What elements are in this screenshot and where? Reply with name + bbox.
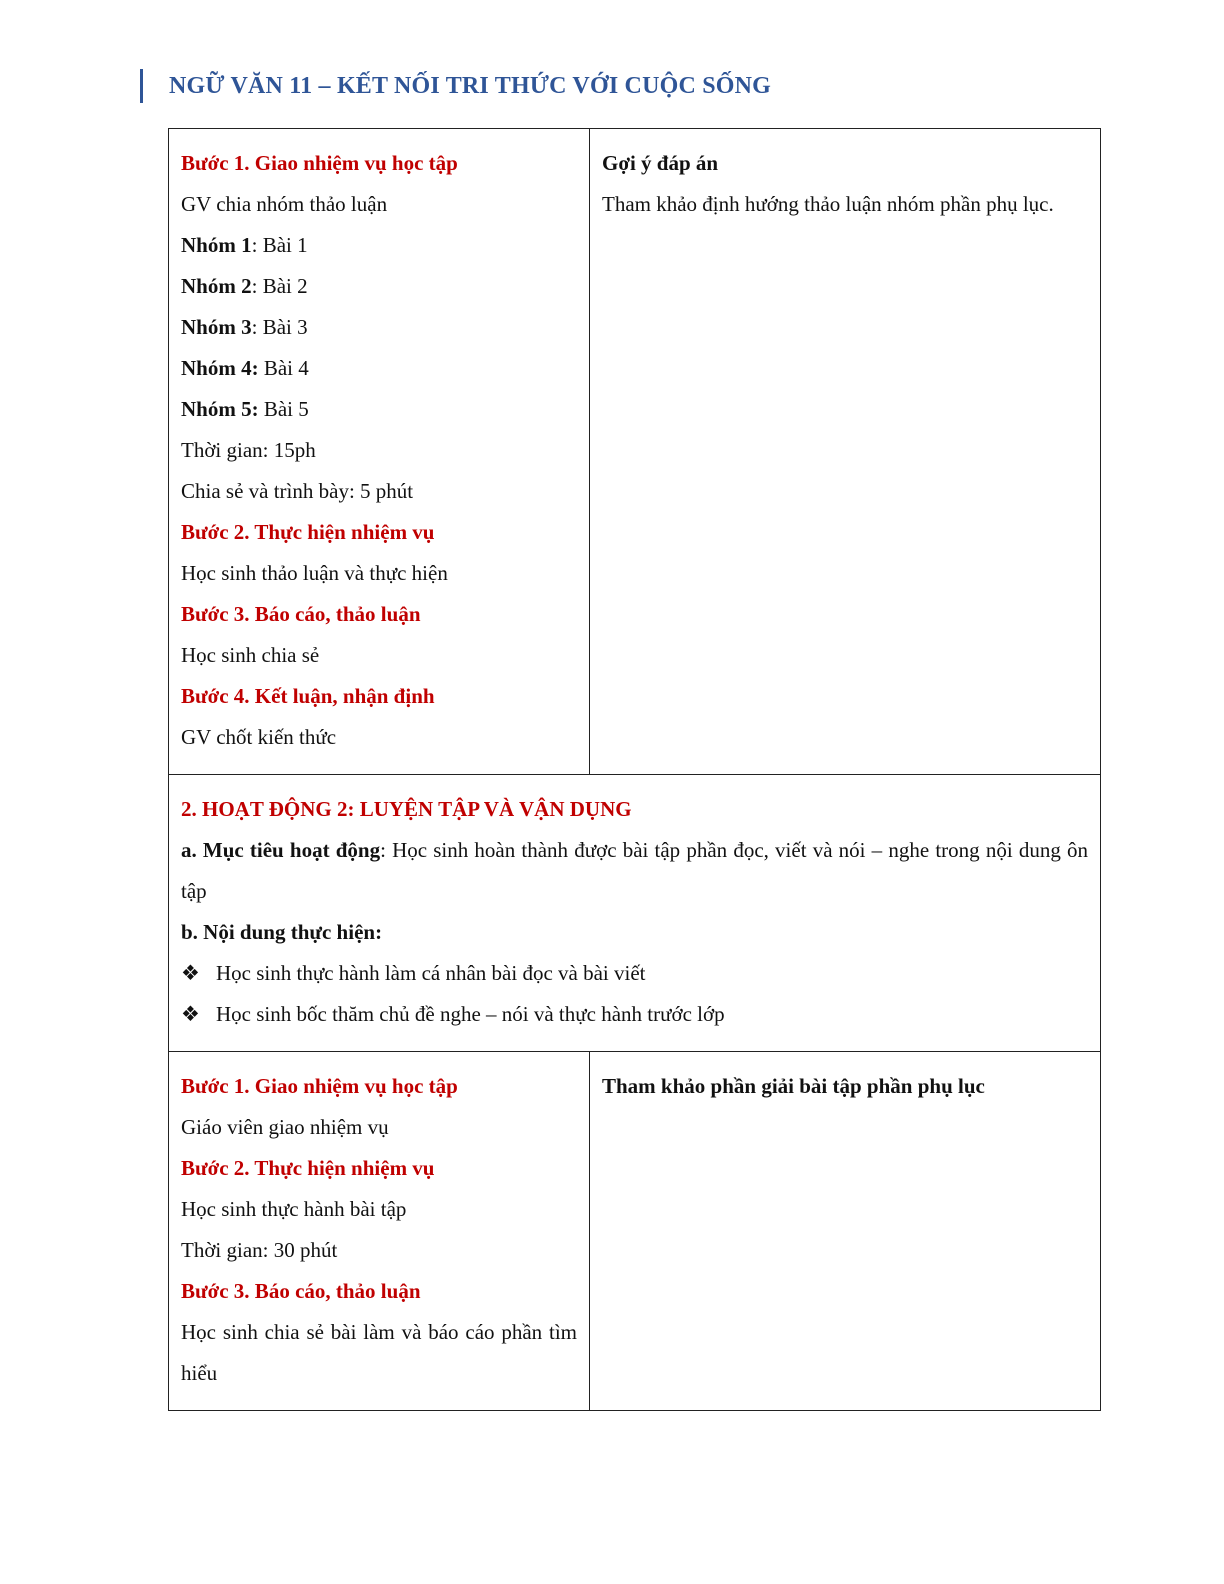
share-text: Chia sẻ và trình bày: 5 phút: [181, 479, 414, 503]
section1-right-cell: [590, 129, 1101, 775]
step3-text: Học sinh chia sẻ: [181, 643, 320, 667]
group-value: Bài 2: [257, 274, 308, 298]
header-accent-bar: [140, 69, 143, 103]
step2-title: Bước 2. Thực hiện nhiệm vụ: [181, 520, 435, 544]
section2-cell: [169, 775, 1101, 1052]
diamond-bullet-icon: ❖: [181, 1002, 200, 1026]
group-label: Nhóm 1: [181, 233, 252, 257]
answer-hint-title: Gợi ý đáp án: [602, 151, 719, 175]
page-header: [140, 66, 771, 106]
activity-goal: [181, 830, 1088, 912]
step1-title: Bước 1. Giao nhiệm vụ học tập: [181, 1074, 458, 1098]
group-line: [181, 348, 577, 389]
goal-text: : Học sinh hoàn thành được bài tập phần đọc, viết và nói – nghe trong nội dung ôn tập: [181, 838, 1088, 903]
section3-right-cell: [590, 1052, 1101, 1411]
bullet-text: Học sinh bốc thăm chủ đề nghe – nói và thực hành trước lớp: [216, 1002, 725, 1026]
reference-title: Tham khảo phần giải bài tập phần phụ lục: [602, 1074, 985, 1098]
activity2-title: 2. HOẠT ĐỘNG 2: LUYỆN TẬP VÀ VẬN DỤNG: [181, 797, 632, 821]
group-label: Nhóm 2: [181, 274, 252, 298]
lesson-table: [168, 128, 1101, 1411]
group-line: [181, 307, 577, 348]
table-row: [169, 129, 1101, 775]
step2-title: Bước 2. Thực hiện nhiệm vụ: [181, 1156, 435, 1180]
group-sep: :: [251, 315, 258, 339]
step4-title: Bước 4. Kết luận, nhận định: [181, 684, 435, 708]
time-text: Thời gian: 30 phút: [181, 1238, 338, 1262]
answer-hint-text: Tham khảo định hướng thảo luận nhóm phần phụ lục.: [602, 192, 1054, 216]
step3-text: Học sinh chia sẻ bài làm và báo cáo phần tìm hiểu: [181, 1320, 577, 1385]
step2-text: Học sinh thảo luận và thực hiện: [181, 561, 448, 585]
group-line: [181, 225, 577, 266]
step2-text: Học sinh thực hành bài tập: [181, 1197, 407, 1221]
group-value: Bài 4: [258, 356, 309, 380]
group-label: Nhóm 4:: [181, 356, 259, 380]
table-row: [169, 775, 1101, 1052]
step3-title: Bước 3. Báo cáo, thảo luận: [181, 602, 421, 626]
group-label: Nhóm 3: [181, 315, 252, 339]
group-sep: :: [251, 274, 258, 298]
group-value: Bài 1: [257, 233, 308, 257]
table-row: [169, 1052, 1101, 1411]
group-sep: :: [251, 233, 258, 257]
goal-label: a. Mục tiêu hoạt động: [181, 838, 381, 862]
step1-intro: GV chia nhóm thảo luận: [181, 192, 388, 216]
group-label: Nhóm 5:: [181, 397, 259, 421]
group-value: Bài 3: [257, 315, 308, 339]
group-line: [181, 266, 577, 307]
step1-title: Bước 1. Giao nhiệm vụ học tập: [181, 151, 458, 175]
section1-left-cell: [169, 129, 590, 775]
time-text: Thời gian: 15ph: [181, 438, 316, 462]
diamond-bullet-icon: ❖: [181, 961, 200, 985]
list-item: [181, 953, 1088, 994]
page-title: NGỮ VĂN 11 – KẾT NỐI TRI THỨC VỚI CUỘC SỐNG: [169, 72, 772, 99]
step1-text: Giáo viên giao nhiệm vụ: [181, 1115, 389, 1139]
bullet-text: Học sinh thực hành làm cá nhân bài đọc và bài viết: [216, 961, 646, 985]
step3-title: Bước 3. Báo cáo, thảo luận: [181, 1279, 421, 1303]
group-value: Bài 5: [258, 397, 309, 421]
step4-text: GV chốt kiến thức: [181, 725, 337, 749]
content-label: b. Nội dung thực hiện:: [181, 920, 383, 944]
group-line: [181, 389, 577, 430]
section3-left-cell: [169, 1052, 590, 1411]
list-item: [181, 994, 1088, 1035]
